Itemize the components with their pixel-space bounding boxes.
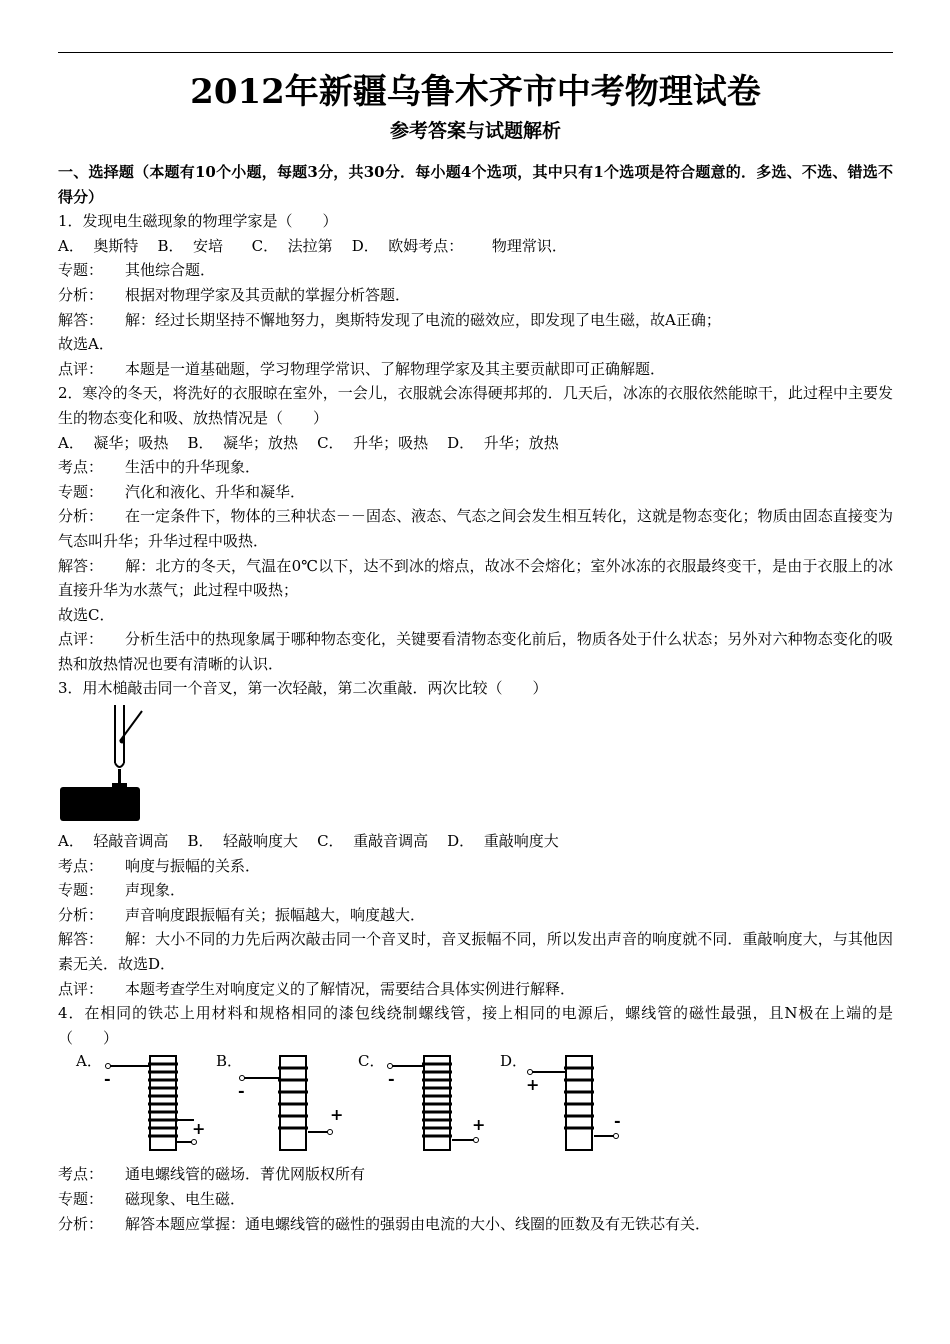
q1-options: A． 奥斯特 B． 安培 C． 法拉第 D． 欧姆考点： 物理常识． — [58, 236, 567, 255]
q4-zhuanti-text: 磁现象、电生磁． — [125, 1190, 246, 1208]
q3-zhuanti-text: 声现象． — [125, 881, 186, 900]
label-fenxi: 分析： — [58, 507, 104, 526]
label-jieda: 解答： — [58, 556, 104, 575]
label-jieda: 解答： — [58, 930, 104, 949]
q4-stem: 4．在相同的铁芯上用材料和规格相同的漆包线绕制螺线管，接上相同的电源后，螺线管的磁性最强，且N极在上端的是（ ） — [58, 1004, 893, 1047]
option-a-label: A． — [76, 1052, 102, 1071]
q1-zhuanti — [58, 258, 893, 283]
q2-answer: 故选C． — [58, 605, 115, 624]
option-d-label: D． — [500, 1052, 528, 1071]
q3-zhuanti — [58, 878, 893, 903]
q1-jieda-text: 解：经过长期坚持不懈地努力，奥斯特发现了电流的磁效应，即发现了电生磁，故A正确； — [125, 310, 721, 329]
q3-kaodian — [58, 854, 893, 879]
option-a-sign-bottom: + — [192, 1119, 206, 1139]
option-d-sign-top: + — [526, 1075, 540, 1095]
q3-jieda — [58, 927, 893, 976]
q2-fenxi-text: 在一定条件下，物体的三种状态－－固态、液态、气态之间会发生相互转化，这就是物态变化；物质由固态直接变为气态叫升华；升华过程中吸热． — [58, 507, 893, 550]
solenoid-options-illustration — [58, 1050, 658, 1160]
q3-options: A． 轻敲音调高 B． 轻敲响度大 C． 重敲音调高 D． 重敲响度大 — [58, 832, 559, 851]
q2-jieda — [58, 554, 893, 603]
q1-fenxi — [58, 283, 893, 308]
q2-fenxi — [58, 504, 893, 553]
tuning-fork-illustration — [58, 701, 148, 825]
q1-fenxi-text: 根据对物理学家及其贡献的掌握分析答题． — [125, 285, 411, 304]
q1-dianping-text: 本题是一道基础题，学习物理学常识、了解物理学家及其主要贡献即可正确解题． — [125, 359, 666, 378]
solenoid-figures — [58, 1050, 893, 1162]
solenoid-option-b — [216, 1052, 343, 1150]
q2-stem: 2．寒冷的冬天，将洗好的衣服晾在室外，一会儿，衣服就会冻得硬邦邦的．几天后，冰冻的衣服依然能晾干，此过程中主要发生的物态变化和吸、放热情况是（ ） — [58, 384, 893, 427]
label-zhuanti: 专题： — [58, 482, 104, 501]
q3-dianping — [58, 977, 893, 1002]
label-dianping: 点评： — [58, 630, 104, 649]
q2-options: A． 凝华；吸热 B． 凝华；放热 C． 升华；吸热 D． 升华；放热 — [58, 433, 559, 452]
q3-kaodian-text: 响度与振幅的关系． — [125, 856, 261, 875]
q1-dianping — [58, 357, 893, 382]
label-zhuanti: 专题： — [58, 1190, 104, 1208]
q3-dianping-text: 本题考查学生对响度定义的了解情况，需要结合具体实例进行解释． — [125, 979, 576, 998]
label-kaodian: 考点： — [58, 458, 104, 477]
label-zhuanti: 专题： — [58, 881, 104, 900]
q4-fenxi — [58, 1212, 893, 1237]
q1-jieda — [58, 308, 893, 333]
q1-zhuanti-text: 其他综合题． — [125, 261, 216, 280]
q4-kaodian — [58, 1162, 893, 1187]
solenoid-option-a — [75, 1052, 205, 1150]
q2-jieda-text: 解：北方的冬天，气温在0℃以下，达不到冰的熔点，故冰不会熔化；室外冰冻的衣服最终变干，是由于衣服上的冰直接升华为水蒸气；此过程中吸热； — [58, 556, 893, 600]
q4-kaodian-text: 通电螺线管的磁场．菁优网版权所有 — [125, 1165, 366, 1184]
q4-zhuanti — [58, 1187, 893, 1212]
tuning-fork-figure — [58, 701, 893, 829]
q2-dianping — [58, 627, 893, 676]
option-b-sign-bottom: + — [330, 1105, 344, 1125]
solenoid-option-d — [500, 1052, 621, 1150]
label-kaodian: 考点： — [58, 1165, 104, 1184]
label-zhuanti: 专题： — [58, 261, 104, 280]
q2-kaodian — [58, 455, 893, 480]
document-body — [58, 160, 893, 1236]
option-d-sign-bottom: - — [614, 1111, 621, 1131]
q3-fenxi-text: 声音响度跟振幅有关；振幅越大，响度越大． — [125, 905, 426, 924]
q2-zhuanti — [58, 480, 893, 505]
option-a-sign-top: - — [104, 1069, 111, 1089]
label-fenxi: 分析： — [58, 905, 104, 924]
q4-fenxi-text: 解答本题应掌握：通电螺线管的磁性的强弱由电流的大小、线圈的匝数及有无铁芯有关． — [125, 1214, 711, 1233]
label-fenxi: 分析： — [58, 285, 104, 304]
q3-fenxi — [58, 903, 893, 928]
q3-stem: 3．用木槌敲击同一个音叉，第一次轻敲，第二次重敲．两次比较（ ） — [58, 679, 548, 698]
label-dianping: 点评： — [58, 979, 104, 998]
q2-kaodian-text: 生活中的升华现象． — [125, 458, 261, 477]
label-dianping: 点评： — [58, 359, 104, 378]
q1-stem: 1．发现电生磁现象的物理学家是（ ） — [58, 212, 338, 231]
q2-dianping-text: 分析生活中的热现象属于哪种物态变化，关键要看清物态变化前后，物质各处于什么状态；另外对六种物态变化的吸热和放热情况也要有清晰的认识． — [58, 630, 893, 673]
top-rule — [58, 52, 893, 53]
q1-answer: 故选A． — [58, 335, 114, 354]
option-c-sign-top: - — [388, 1069, 395, 1089]
q3-jieda-text: 解：大小不同的力先后两次敲击同一个音叉时，音叉振幅不同，所以发出声音的响度就不同．重敲响度大，与其他因素无关．故选D． — [58, 930, 893, 974]
label-jieda: 解答： — [58, 310, 104, 329]
label-fenxi: 分析： — [58, 1214, 104, 1233]
option-c-sign-bottom: + — [472, 1115, 486, 1135]
label-kaodian: 考点： — [58, 856, 104, 875]
page-subtitle: 参考答案与试题解析 — [389, 120, 561, 142]
solenoid-option-c — [358, 1052, 485, 1150]
page-title: 2012年新疆乌鲁木齐市中考物理试卷 — [190, 72, 761, 112]
option-b-label: B． — [216, 1052, 243, 1071]
option-c-label: C． — [358, 1052, 385, 1071]
section-heading: 一、选择题（本题有10个小题，每题3分，共30分．每小题4个选项，其中只有1个选项是符合题意的．多选、不选、错选不得分） — [58, 163, 893, 206]
q2-zhuanti-text: 汽化和液化、升华和凝华． — [125, 482, 306, 501]
option-b-sign-top: - — [238, 1081, 245, 1101]
